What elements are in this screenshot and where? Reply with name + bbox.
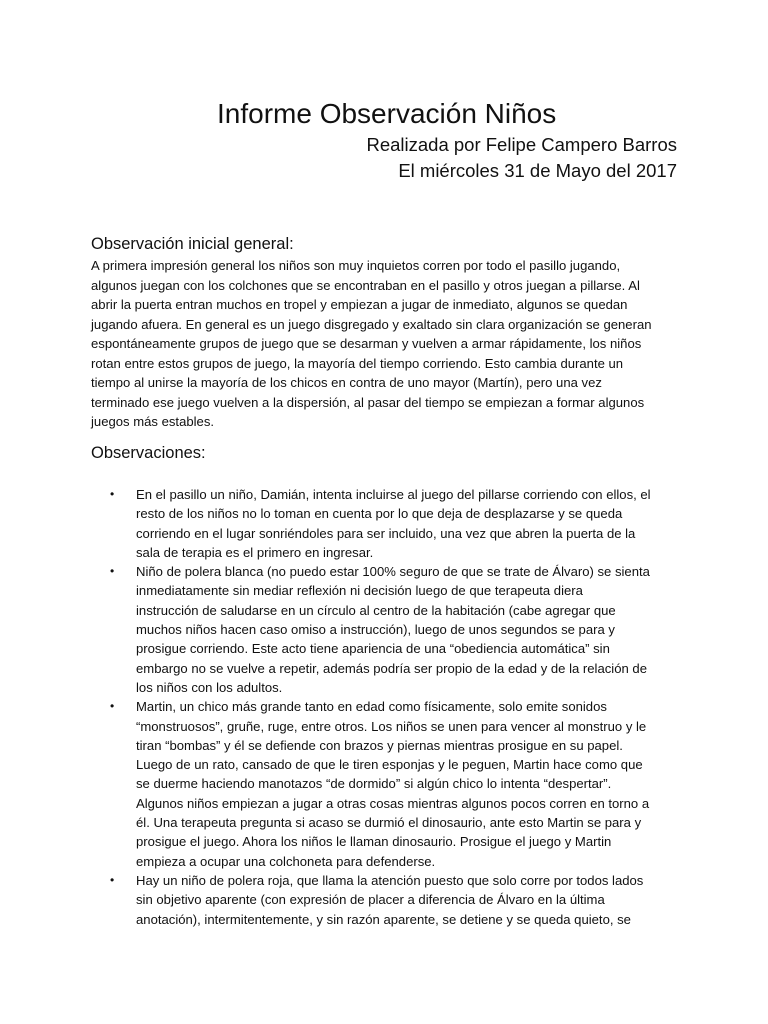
observation-item xyxy=(91,485,691,562)
observation-line: prosigue corriendo. Este acto tiene apariencia de una “obediencia automática” sin xyxy=(136,641,610,657)
paragraph-line: espontáneamente grupos de juego que se desarman y vuelven a armar rápidamente, los niños xyxy=(91,336,642,351)
observation-line: empieza a ocupar una colchoneta para defenderse. xyxy=(136,853,436,869)
paragraph-line: terminado ese juego vuelven a la dispersión, al pasar del tiempo se empiezan a formar algunos xyxy=(91,394,645,410)
paragraph-line: jugando afuera. En general es un juego disgregado y exaltado sin clara organización se generan xyxy=(91,316,652,332)
bullet-icon: • xyxy=(110,699,115,714)
observation-line: Niño de polera blanca (no puedo estar 100% seguro de que se trate de Álvaro) se sienta xyxy=(136,564,650,580)
observation-line: muchos niños hacen caso omiso a instrucción), luego de unos segundos se para y xyxy=(136,622,615,638)
author-line: Realizada por Felipe Campero Barros xyxy=(366,134,677,155)
date-line: El miércoles 31 de Mayo del 2017 xyxy=(398,160,677,181)
bullet-icon: • xyxy=(110,872,115,887)
observation-line: Martin, un chico más grande tanto en edad como físicamente, solo emite sonidos xyxy=(136,699,607,715)
observation-line: se duerme haciendo manotazos “de dormido” si algún chico lo intenta “despertar”. xyxy=(136,776,612,792)
bullet-icon: • xyxy=(110,564,115,579)
observations-list xyxy=(91,485,691,929)
observation-line: tiran “bombas” y él se defiende con brazos y piernas mientras prosigue en su papel. xyxy=(136,737,623,753)
observation-line: Luego de un rato, cansado de que le tiren esponjas y le peguen, Martin hace como que xyxy=(136,757,643,773)
initial-observation-heading: Observación inicial general: xyxy=(91,235,294,253)
observation-line: Algunos niños empiezan a jugar a otras cosas mientras algunos pocos corren en torno a xyxy=(136,795,650,811)
bullet-icon: • xyxy=(110,487,115,501)
observation-item xyxy=(91,562,691,697)
paragraph-line: rotan entre estos grupos de juego, la mayoría del tiempo corriendo. Esto cambia durante un xyxy=(91,355,624,371)
observation-line: sala de terapia es el primero en ingresar. xyxy=(136,544,374,560)
observation-line: corriendo en el lugar sonriéndoles para ser incluido, una vez que abren la puerta de la xyxy=(136,525,636,541)
initial-observation-paragraph xyxy=(91,256,691,432)
observation-line: “monstruosos”, gruñe, ruge, entre otros. Los niños se unen para vencer al monstruo y le xyxy=(136,718,647,734)
observation-line: prosigue el juego. Ahora los niños le llaman dinosaurio. Prosigue el juego y Martin xyxy=(136,834,612,850)
paragraph-line: A primera impresión general los niños son muy inquietos corren por todo el pasillo jugando, xyxy=(91,258,621,273)
observation-item xyxy=(91,871,691,929)
observation-item xyxy=(91,697,691,871)
paragraph-line: algunos juegan con los colchones que se encontraban en el pasillo y otros juegan a pillarse. Al xyxy=(91,277,640,293)
observation-line: anotación), intermitentemente, y sin razón aparente, se detiene y se queda quieto, se xyxy=(136,911,631,927)
observation-line: él. Una terapeuta pregunta si acaso se durmió el dinosaurio, ante esto Martin se para y xyxy=(136,815,642,831)
observation-line: Hay un niño de polera roja, que llama la atención puesto que solo corre por todos lados xyxy=(136,872,644,888)
observations-heading: Observaciones: xyxy=(91,444,206,462)
observation-line: inmediatamente sin mediar reflexión ni decisión luego de que terapeuta diera xyxy=(136,583,583,599)
observation-line: instrucción de saludarse en un círculo al centro de la habitación (cabe agregar que xyxy=(136,602,616,618)
observation-line: embargo no se vuelve a repetir, además podría ser propio de la edad y de la relación de xyxy=(136,660,647,676)
document-title: Informe Observación Niños xyxy=(217,98,557,129)
observation-line: sin objetivo aparente (con expresión de placer a diferencia de Álvaro en la última xyxy=(136,892,605,908)
observation-line: resto de los niños no lo toman en cuenta por lo que deja de desplazarse y se queda xyxy=(136,506,623,522)
observation-line: los niños con los adultos. xyxy=(136,679,283,695)
paragraph-line: abrir la puerta entran muchos en tropel y empiezan a jugar de inmediato, algunos se quedan xyxy=(91,297,628,312)
paragraph-line: juegos más estables. xyxy=(91,414,215,429)
paragraph-line: tiempo al unirse la mayoría de los chicos en contra de uno mayor (Martín), pero una vez xyxy=(91,375,602,390)
observation-line: En el pasillo un niño, Damián, intenta incluirse al juego del pillarse corriendo con ellos, el xyxy=(136,487,651,502)
